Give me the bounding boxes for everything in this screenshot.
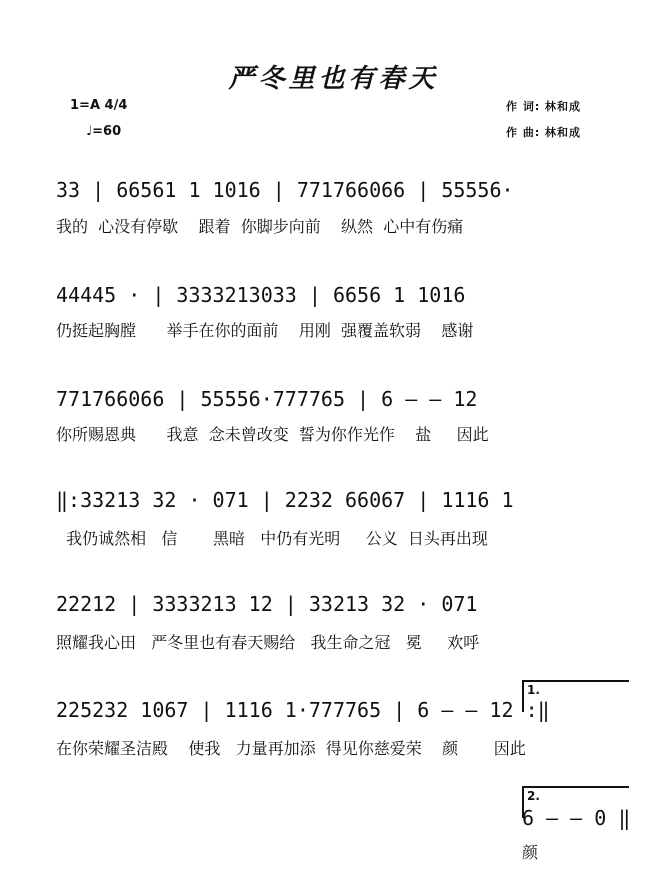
lyricist-credit: 作 词: 林和成 [506,100,582,113]
score-line-5-lyrics: 照耀我心田 严冬里也有春天赐给 我生命之冠 冕 欢呼 [56,633,480,652]
score-line-6-notes: 225232 1067 | 1116 1·777765 | 6 — — 12 :‖ [56,698,550,722]
score-line-7-lyrics: 颜 [522,843,539,862]
score-line-4-lyrics: 我仍诚然相 信 黑暗 中仍有光明 公义 日头再出现 [56,529,488,548]
composer-credit: 作 曲: 林和成 [506,126,582,139]
score-line-3-lyrics: 你所赐恩典 我意 念未曾改变 誓为你作光作 盐 因此 [56,425,489,444]
key-time-signature: 1=A 4/4 [70,98,128,113]
song-title: 严冬里也有春天 [228,64,439,94]
score-line-2-notes: 44445 · | 3333213033 | 6656 1 1016 [56,283,466,307]
score-line-7-notes: 6 — — 0 ‖ [522,806,631,830]
score-line-4-notes: ‖:33213 32 · 071 | 2232 66067 | 1116 1 [56,488,514,512]
score-line-6-lyrics: 在你荣耀圣洁殿 使我 力量再加添 得见你慈爱荣 颜 因此 [56,739,526,758]
score-line-1-notes: 33 | 66561 1 1016 | 771766066 | 55556· [56,178,514,202]
score-line-3-notes: 771766066 | 55556·777765 | 6 — — 12 [56,387,478,411]
first-ending-label: 1. [527,683,540,697]
score-line-5-notes: 22212 | 3333213 12 | 33213 32 · 071 [56,592,478,616]
score-line-1-lyrics: 我的 心没有停歇 跟着 你脚步向前 纵然 心中有伤痛 [56,217,464,236]
second-ending-label: 2. [527,789,540,803]
tempo-marking: ♩=60 [86,124,122,139]
score-line-2-lyrics: 仍挺起胸膛 举手在你的面前 用刚 强覆盖软弱 感谢 [56,321,474,340]
